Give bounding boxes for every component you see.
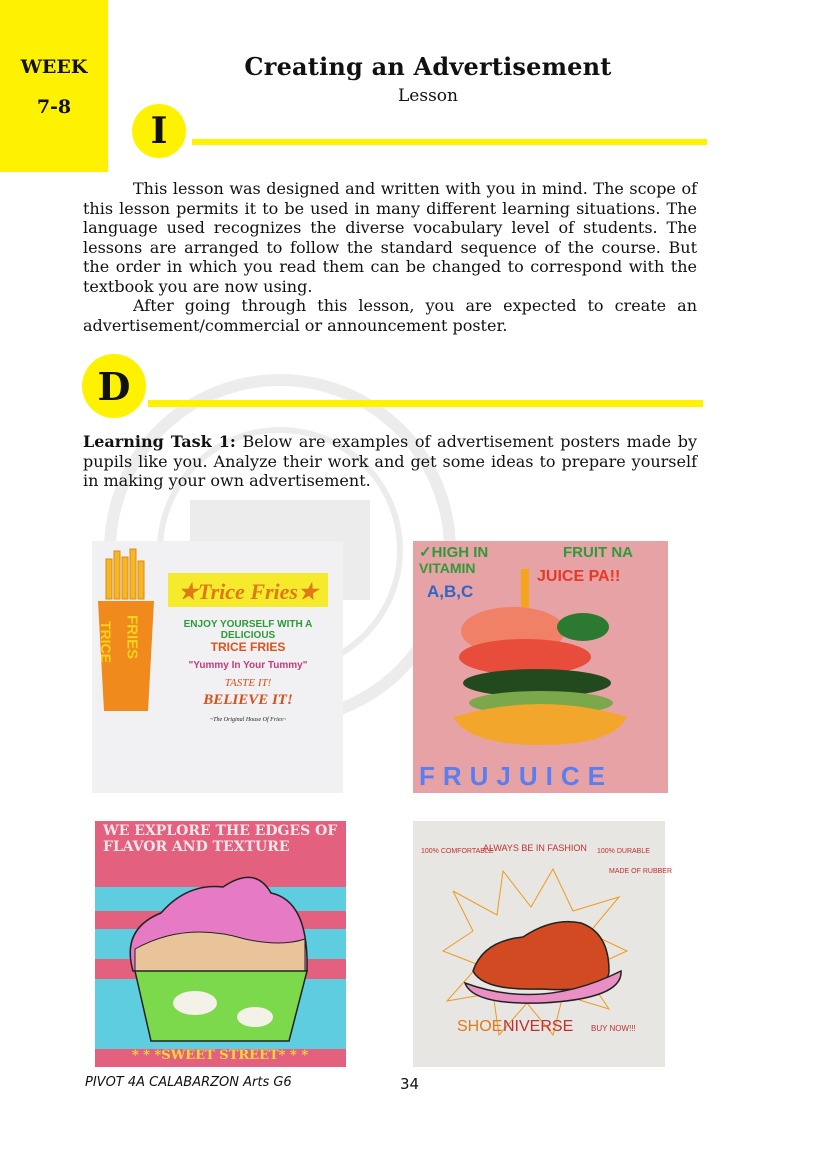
- intro-text: This lesson was designed and written with you in mind. The scope of this lesson permits it to be used in many different learning situations. The language used recognizes the diverse vocabulary level of students. The lessons are arranged to follow the standard sequence of the course. But the order in which you read them can be changed to correspond with the textbook you are now using.: [83, 179, 697, 296]
- week-number: 7-8: [36, 96, 72, 118]
- poster-sweet-street: [95, 821, 346, 1067]
- poster-shoeniverse: [413, 821, 673, 1067]
- shoe-brand-b: NIVERSE: [503, 1018, 574, 1035]
- fries-box-left: TRICE: [98, 621, 114, 663]
- shoe-brand-a: SHOE: [457, 1018, 503, 1035]
- section-d-badge: [82, 354, 146, 418]
- fries-house: ~The Original House Of Fries~: [209, 717, 287, 723]
- fries-slogan: "Yummy In Your Tummy": [188, 660, 308, 671]
- fries-believe: BELIEVE IT!: [203, 692, 293, 708]
- section-i-badge: [132, 104, 186, 158]
- juice-vitamin-3: A,B,C: [427, 582, 474, 601]
- shoe-durable: 100% DURABLE: [597, 848, 650, 855]
- fries-box-right: FRIES: [123, 615, 141, 660]
- fries-taste: TASTE IT!: [224, 677, 272, 689]
- juice-vitamin-2: VITAMIN: [419, 560, 476, 576]
- fries-brand: ★Trice Fries★: [178, 579, 318, 604]
- objective-text: After going through this lesson, you are expected to create an advertisement/commercial or announcement poster.: [83, 296, 697, 335]
- juice-fruit-1: FRUIT NA: [563, 544, 633, 561]
- fries-line3: TRICE FRIES: [210, 640, 286, 654]
- juice-vitamin-1: ✓HIGH IN: [419, 544, 489, 561]
- shoe-rubber: MADE OF RUBBER: [609, 868, 673, 875]
- section-i-rule: [192, 139, 707, 145]
- juice-fruit-2: JUICE PA!!: [537, 568, 621, 585]
- section-d-letter: D: [97, 363, 131, 409]
- section-d-rule: [148, 400, 703, 407]
- shoe-comfort: 100% COMFORTABLE: [421, 848, 494, 855]
- poster-trice-fries: [92, 541, 343, 793]
- poster-frujuice: [413, 541, 668, 793]
- cupcake-headline: WE EXPLORE THE EDGES OF FLAVOR AND TEXTURE: [103, 823, 338, 855]
- footer-source: PIVOT 4A CALABARZON Arts G6: [85, 1075, 292, 1090]
- shoe-buy: BUY NOW!!!: [591, 1024, 636, 1033]
- fries-line2: DELICIOUS: [220, 630, 276, 641]
- page-title: Creating an Advertisement: [244, 52, 612, 81]
- week-box: [0, 0, 108, 172]
- cupcake-brand: * * *SWEET STREET* * *: [131, 1048, 309, 1063]
- shoe-fashion: ALWAYS BE IN FASHION: [483, 843, 587, 853]
- juice-brand: FRUJUICE: [419, 761, 614, 791]
- section-i-letter: I: [150, 110, 168, 152]
- page-number: 34: [400, 1075, 420, 1093]
- intro-paragraph: [83, 179, 697, 296]
- week-label: WEEK: [20, 56, 88, 78]
- objective-paragraph: [83, 296, 697, 335]
- page-subtitle: Lesson: [398, 86, 458, 106]
- task-label: Learning Task 1:: [83, 432, 236, 451]
- fries-line1: ENJOY YOURSELF WITH A: [183, 619, 313, 630]
- learning-task-paragraph: [83, 432, 697, 491]
- task-text: Below are examples of advertisement posters made by pupils like you. Analyze their work and get some ideas to prepare yourself in making your own advertisement.: [83, 432, 697, 490]
